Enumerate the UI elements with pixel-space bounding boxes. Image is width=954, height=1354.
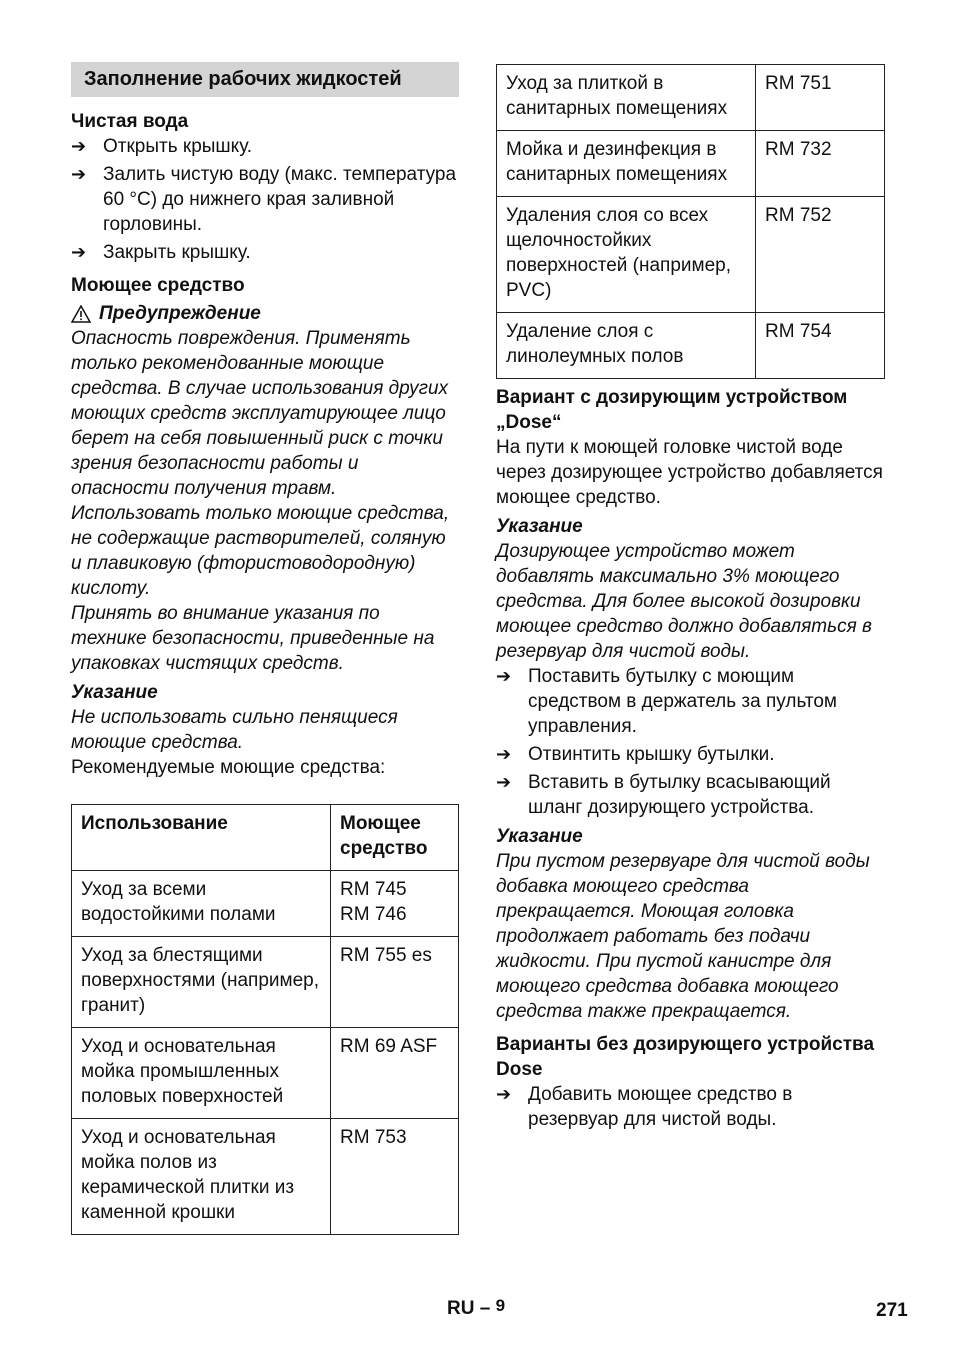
table-cell-usage: Уход за плиткой в санитарных помещениях bbox=[497, 65, 756, 131]
list-item: ➔ Залить чистую воду (макс. температура 60 °C) до нижнего края заливной горловины. bbox=[71, 164, 457, 235]
left-column bbox=[71, 62, 459, 1235]
detergent-table bbox=[71, 804, 459, 1235]
note-text: Не использовать сильно пенящиеся моющие средства. bbox=[71, 707, 398, 753]
table-cell-usage: Уход и основательная мойка промышленных половых поверхностей bbox=[72, 1028, 331, 1119]
table-cell-product: RM 751 bbox=[756, 65, 885, 131]
footer-section-marker: RU – 9 bbox=[447, 1296, 506, 1319]
table-cell-product: RM 755 es bbox=[331, 937, 459, 1028]
table-row bbox=[72, 1028, 459, 1119]
detergent-heading: Моющее средство bbox=[71, 275, 245, 296]
arrow-right-icon: ➔ bbox=[71, 242, 87, 262]
warning-paragraph: Использовать только моющие средства, не содержащие растворителей, соляную и плавиковую (фтористоводородную) кислоту. bbox=[71, 503, 450, 599]
table-header-cell: Использование bbox=[72, 805, 331, 871]
warning-paragraph: Принять во внимание указания по технике безопасности, приведенные на упаковках чистящих средств. bbox=[71, 603, 435, 674]
no-dose-heading: Варианты без дозирующего устройства Dose bbox=[496, 1034, 875, 1080]
page-number: 271 bbox=[876, 1300, 908, 1321]
arrow-right-icon: ➔ bbox=[496, 666, 512, 686]
list-item: ➔ Поставить бутылку с моющим средством в держатель за пультом управления. bbox=[496, 666, 837, 737]
dose-text: На пути к моющей головке чистой воде через дозирующее устройство добавляется моющее средство. bbox=[496, 437, 883, 508]
table-row bbox=[72, 937, 459, 1028]
right-column bbox=[496, 62, 885, 1135]
list-item: ➔ Отвинтить крышку бутылки. bbox=[496, 744, 775, 765]
table-cell-product: RM 752 bbox=[756, 197, 885, 313]
table-row bbox=[497, 313, 885, 379]
note-text: При пустом резервуаре для чистой воды добавка моющего средства прекращается. Моющая головка продолжает работать без подачи жидкости. При пустой канистре для моющего средства добавка моющего средства также прекращается. bbox=[496, 851, 870, 1022]
list-item: ➔ Добавить моющее средство в резервуар для чистой воды. bbox=[496, 1084, 793, 1130]
clean-water-heading: Чистая вода bbox=[71, 111, 189, 132]
note-title: Указание bbox=[71, 682, 158, 703]
table-row bbox=[497, 131, 885, 197]
table-cell-usage: Уход за всеми водостойкими полами bbox=[72, 871, 331, 937]
section-title: Заполнение рабочих жидкостей bbox=[71, 62, 459, 97]
clean-water-steps bbox=[71, 134, 459, 265]
arrow-right-icon: ➔ bbox=[496, 744, 512, 764]
dose-heading: Вариант с дозирующим устройством „Dose“ bbox=[496, 387, 848, 433]
table-row bbox=[72, 1119, 459, 1235]
recommended-label: Рекомендуемые моющие средства: bbox=[71, 757, 386, 778]
note-text: Дозирующее устройство может добавлять максимально 3% моющего средства. Для более высокой дозировки моющее средство должно добавляться в резервуар для чистой воды. bbox=[496, 541, 872, 662]
arrow-right-icon: ➔ bbox=[71, 136, 87, 156]
table-cell-product: RM 69 ASF bbox=[331, 1028, 459, 1119]
table-cell-product: RM 753 bbox=[331, 1119, 459, 1235]
table-cell-product: RM 732 bbox=[756, 131, 885, 197]
dose-steps bbox=[496, 664, 885, 820]
table-cell-product: RM 745 RM 746 bbox=[331, 871, 459, 937]
note-title: Указание bbox=[496, 516, 583, 537]
detergent-table-continued bbox=[496, 64, 885, 379]
arrow-right-icon: ➔ bbox=[496, 1084, 512, 1104]
list-item: ➔ Закрыть крышку. bbox=[71, 242, 251, 263]
table-header-row bbox=[72, 805, 459, 871]
note-title: Указание bbox=[496, 826, 583, 847]
table-cell-usage: Удаление слоя с линолеумных полов bbox=[497, 313, 756, 379]
table-row bbox=[497, 65, 885, 131]
table-row bbox=[497, 197, 885, 313]
warning-header bbox=[71, 301, 459, 326]
table-header-cell: Моющее средство bbox=[331, 805, 459, 871]
table-cell-usage: Уход за блестящими поверхностями (например, гранит) bbox=[72, 937, 331, 1028]
table-cell-usage: Уход и основательная мойка полов из керамической плитки из каменной крошки bbox=[72, 1119, 331, 1235]
arrow-right-icon: ➔ bbox=[71, 164, 87, 184]
warning-triangle-icon bbox=[71, 305, 91, 323]
arrow-right-icon: ➔ bbox=[496, 772, 512, 792]
list-item: ➔ Открыть крышку. bbox=[71, 136, 253, 157]
no-dose-steps bbox=[496, 1082, 885, 1132]
list-item: ➔ Вставить в бутылку всасывающий шланг дозирующего устройства. bbox=[496, 772, 831, 818]
table-cell-usage: Удаления слоя со всех щелочностойких поверхностей (например, PVC) bbox=[497, 197, 756, 313]
warning-paragraph: Опасность повреждения. Применять только рекомендованные моющие средства. В случае использования других моющих средств эксплуатирующее лицо берет на себя повышенный риск с точки зрения безопасности работы и опасности получения травм. bbox=[71, 328, 449, 499]
table-cell-usage: Мойка и дезинфекция в санитарных помещениях bbox=[497, 131, 756, 197]
table-cell-product: RM 754 bbox=[756, 313, 885, 379]
table-row bbox=[72, 871, 459, 937]
warning-title: Предупреждение bbox=[99, 303, 261, 324]
